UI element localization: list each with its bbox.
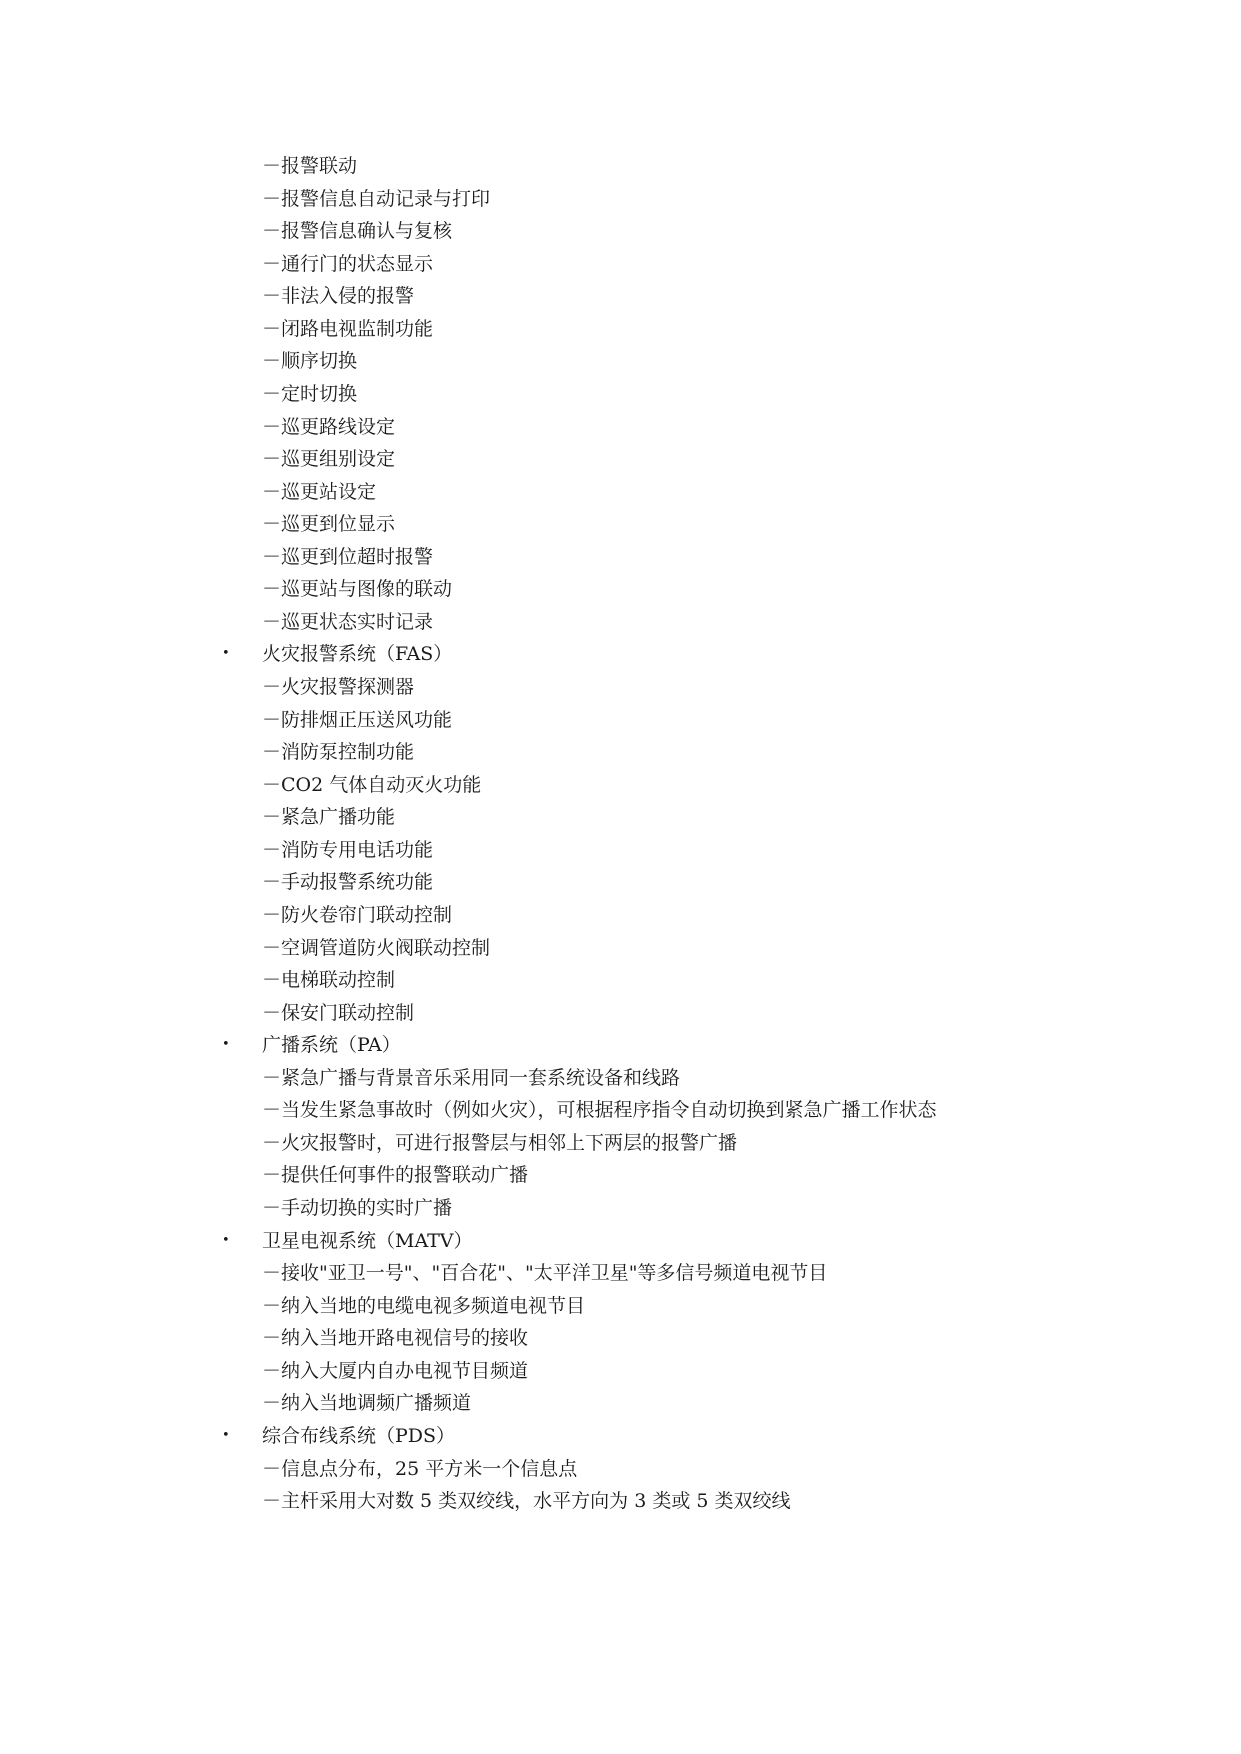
list-item: [0, 1127, 1241, 1160]
list-item: [0, 345, 1241, 378]
list-item: [0, 964, 1241, 997]
list-item: [0, 1322, 1241, 1355]
list-item: [0, 215, 1241, 248]
bullet-icon: •: [222, 1427, 230, 1443]
list-item: [0, 1257, 1241, 1290]
list-item: [0, 932, 1241, 965]
list-item: [0, 150, 1241, 183]
list-item: [0, 1485, 1241, 1518]
section-heading-text: 卫星电视系统（MATV）: [262, 1229, 473, 1252]
list-item: [0, 997, 1241, 1030]
list-item-text: －手动报警系统功能: [262, 871, 434, 894]
list-item-text: －提供任何事件的报警联动广播: [262, 1164, 529, 1187]
list-item: [0, 183, 1241, 216]
list-item: [0, 736, 1241, 769]
list-item-text: －紧急广播与背景音乐采用同一套系统设备和线路: [262, 1066, 681, 1089]
list-item-text: －巡更路线设定: [262, 415, 396, 438]
list-item: [0, 704, 1241, 737]
list-item-text: －电梯联动控制: [262, 969, 396, 992]
section-heading: [0, 1420, 1241, 1453]
section-heading-text: 综合布线系统（PDS）: [262, 1424, 456, 1447]
list-item-text: －纳入当地开路电视信号的接收: [262, 1327, 529, 1350]
bullet-icon: •: [222, 1232, 230, 1248]
list-item-text: －报警联动: [262, 155, 358, 177]
list-item: [0, 1290, 1241, 1323]
bullet-icon: •: [222, 1037, 230, 1053]
list-item-text: －手动切换的实时广播: [262, 1197, 453, 1219]
list-item-text: －闭路电视监制功能: [262, 317, 434, 340]
section-heading-text: 广播系统（PA）: [262, 1034, 401, 1057]
list-item: [0, 1192, 1241, 1225]
list-item-text: －巡更站设定: [262, 480, 377, 503]
list-item: [0, 411, 1241, 444]
list-item: [0, 541, 1241, 574]
list-item-text: －通行门的状态显示: [262, 252, 434, 275]
list-item: [0, 671, 1241, 704]
list-item: [0, 606, 1241, 639]
list-item-text: －纳入当地的电缆电视多频道电视节目: [262, 1294, 586, 1317]
list-item: [0, 1453, 1241, 1486]
list-item: [0, 834, 1241, 867]
list-item: [0, 866, 1241, 899]
section-heading: [0, 1029, 1241, 1062]
list-item: [0, 801, 1241, 834]
list-item: [0, 248, 1241, 281]
list-item-text: －报警信息自动记录与打印: [262, 187, 491, 210]
list-item-text: －主杆采用大对数 5 类双绞线，水平方向为 3 类或 5 类双绞线: [262, 1490, 791, 1513]
list-item-text: －消防专用电话功能: [262, 838, 434, 861]
list-item-text: －接收"亚卫一号"、"百合花"、"太平洋卫星"等多信号频道电视节目: [262, 1262, 828, 1285]
list-item: [0, 1062, 1241, 1095]
list-item-text: －空调管道防火阀联动控制: [262, 936, 491, 959]
list-item-text: －火灾报警探测器: [262, 676, 415, 698]
list-item: [0, 769, 1241, 802]
list-item: [0, 313, 1241, 346]
list-item-text: －当发生紧急事故时（例如火灾），可根据程序指令自动切换到紧急广播工作状态: [262, 1099, 937, 1122]
list-item: [0, 573, 1241, 606]
list-item-text: －火灾报警时，可进行报警层与相邻上下两层的报警广播: [262, 1131, 738, 1154]
list-item-text: －信息点分布，25 平方米一个信息点: [262, 1457, 578, 1480]
list-item-text: －防排烟正压送风功能: [262, 708, 453, 731]
list-item-text: －巡更站与图像的联动: [262, 578, 453, 601]
list-item-text: －报警信息确认与复核: [262, 220, 453, 243]
list-item: [0, 1094, 1241, 1127]
list-item: [0, 280, 1241, 313]
list-item: [0, 1387, 1241, 1420]
list-item-text: －紧急广播功能: [262, 806, 396, 829]
list-item-text: －巡更组别设定: [262, 448, 396, 471]
list-item: [0, 1355, 1241, 1388]
bullet-icon: •: [222, 646, 230, 662]
list-item-text: －消防泵控制功能: [262, 741, 415, 764]
list-item: [0, 508, 1241, 541]
list-item-text: －纳入当地调频广播频道: [262, 1392, 472, 1415]
section-heading: [0, 1225, 1241, 1258]
section-heading-text: 火灾报警系统（FAS）: [262, 643, 453, 666]
list-item: [0, 1159, 1241, 1192]
list-item-text: －巡更状态实时记录: [262, 610, 434, 633]
list-item: [0, 476, 1241, 509]
list-item-text: －保安门联动控制: [262, 1001, 415, 1024]
list-item: [0, 899, 1241, 932]
list-item: [0, 378, 1241, 411]
list-item-text: －非法入侵的报警: [262, 285, 415, 308]
list-item-text: －定时切换: [262, 382, 358, 405]
list-item-text: －顺序切换: [262, 350, 358, 373]
list-item: [0, 443, 1241, 476]
list-item-text: －巡更到位超时报警: [262, 545, 434, 568]
list-item-text: －CO2 气体自动灭火功能: [262, 773, 482, 796]
document-body: [0, 150, 1241, 1518]
list-item-text: －巡更到位显示: [262, 513, 396, 536]
section-heading: [0, 638, 1241, 671]
list-item-text: －防火卷帘门联动控制: [262, 903, 453, 926]
list-item-text: －纳入大厦内自办电视节目频道: [262, 1359, 529, 1382]
